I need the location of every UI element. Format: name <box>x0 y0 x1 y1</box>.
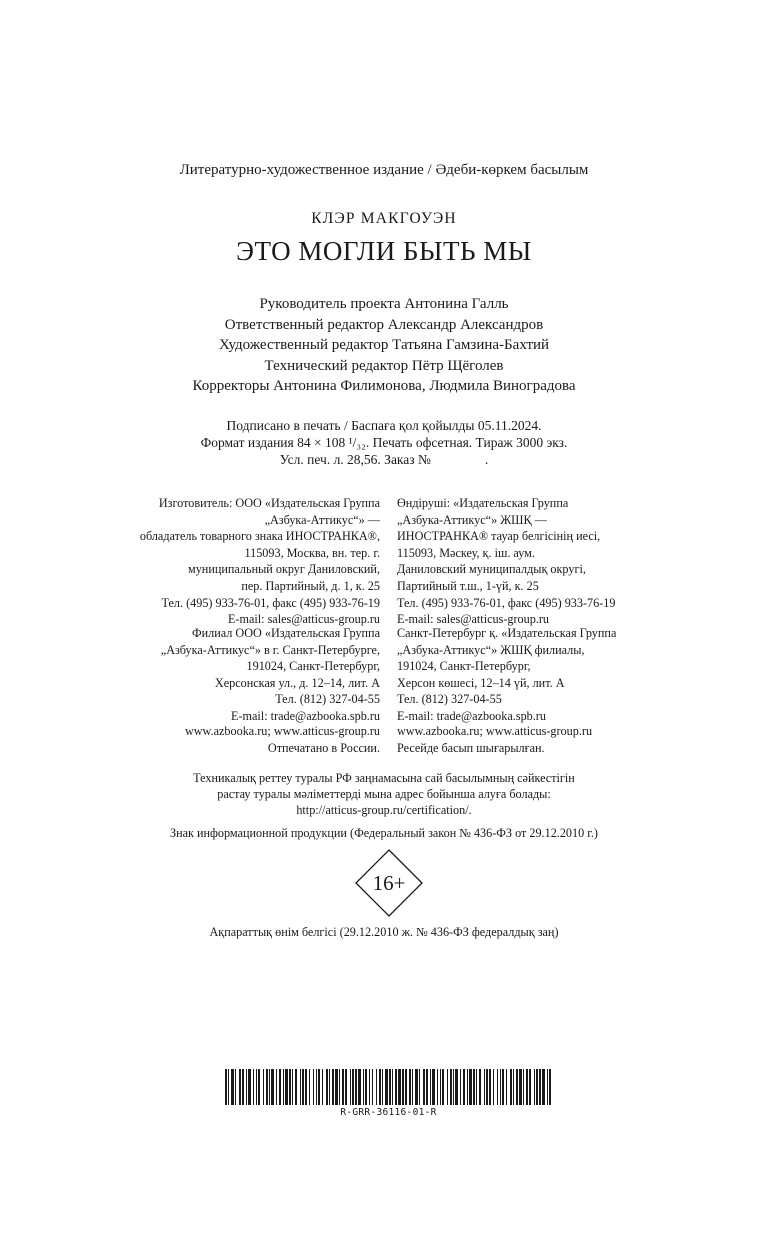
barcode-bar <box>276 1069 277 1105</box>
manufacturer-kz <box>397 495 697 628</box>
barcode-bar <box>382 1069 383 1105</box>
email-line: E-mail: sales@atticus-group.ru <box>227 612 380 627</box>
barcode-bar <box>263 1069 264 1105</box>
barcode-bar <box>447 1069 448 1105</box>
barcode-bar <box>355 1069 357 1105</box>
barcode-bar <box>239 1069 241 1105</box>
barcode-bar <box>502 1069 504 1105</box>
barcode-bar <box>279 1069 281 1105</box>
barcode-bar <box>372 1069 373 1105</box>
book-title: ЭТО МОГЛИ БЫТЬ МЫ <box>236 236 532 266</box>
print-info-line: Усл. печ. л. 28,56. Заказ № . <box>279 452 489 467</box>
barcode-bar <box>549 1069 551 1105</box>
barcode-bar <box>379 1069 381 1105</box>
barcode-bar <box>463 1069 465 1105</box>
barcode-bar <box>248 1069 251 1105</box>
text-line: растау туралы мәліметтерді мына адрес бойынша алуға болады: <box>217 787 551 801</box>
barcode-bar <box>395 1069 397 1105</box>
barcode-bar <box>322 1069 323 1105</box>
credit-line: Ответственный редактор Александр Александров <box>224 316 544 333</box>
barcode-bar <box>266 1069 268 1105</box>
barcode-bar <box>523 1069 524 1105</box>
barcode <box>225 1069 552 1105</box>
text-line: „Азбука-Аттикус“» в г. Санкт-Петербурге, <box>160 642 380 657</box>
barcode-bar <box>329 1069 330 1105</box>
barcode-text: R-GRR-36116-01-R <box>340 1107 437 1118</box>
barcode-bar <box>493 1069 494 1105</box>
print-info-line: Подписано в печать / Баспаға қол қойылды 05.11.2024. <box>226 418 542 433</box>
barcode-bar <box>342 1069 344 1105</box>
print-info-line: Формат издания 84 × 108 ¹/₃₂. Печать офсетная. Тираж 3000 экз. <box>200 435 568 450</box>
barcode-bar <box>539 1069 541 1105</box>
text-line: Отпечатано в России. <box>267 740 380 755</box>
barcode-bar <box>225 1069 227 1105</box>
barcode-bar <box>430 1069 431 1105</box>
barcode-bar <box>253 1069 254 1105</box>
text-line: Тел. (812) 327-04-55 <box>397 692 502 707</box>
text-line: Санкт-Петербург қ. «Издательская Группа <box>397 626 617 640</box>
print-info <box>0 417 768 468</box>
text-line: Техникалық реттеу туралы РФ заңнамасына сай басылымның сәйкестігін <box>193 771 575 785</box>
branch-ru <box>90 625 380 725</box>
barcode-bar <box>285 1069 288 1105</box>
barcode-bar <box>467 1069 468 1105</box>
email-line: E-mail: trade@azbooka.spb.ru <box>231 708 380 723</box>
website-line: www.azbooka.ru; www.atticus-group.ru <box>184 724 380 738</box>
barcode-bar <box>526 1069 528 1105</box>
barcode-bar <box>305 1069 307 1105</box>
barcode-bar <box>309 1069 310 1105</box>
barcode-bar <box>519 1069 522 1105</box>
text-line: 191024, Санкт-Петербург, <box>246 659 380 674</box>
barcode-bar <box>426 1069 428 1105</box>
text-line: Өндіруші: «Издательская Группа <box>397 496 569 510</box>
barcode-bar <box>469 1069 472 1105</box>
barcode-bar <box>460 1069 461 1105</box>
text-line: обладатель товарного знака ИНОСТРАНКА®, <box>139 529 380 544</box>
text-line: Ресейде басып шығарылған. <box>397 740 545 755</box>
barcode-bar <box>339 1069 340 1105</box>
text-line: Партийный т.ш., 1-үй, к. 25 <box>397 578 539 593</box>
barcode-bar <box>350 1069 351 1105</box>
barcode-bar <box>389 1069 391 1105</box>
barcode-bar <box>316 1069 317 1105</box>
branch-kz <box>397 625 697 725</box>
barcode-bar <box>506 1069 507 1105</box>
barcode-bar <box>419 1069 420 1105</box>
websites-kz <box>397 723 697 756</box>
barcode-bar <box>432 1069 435 1105</box>
credits <box>0 294 768 397</box>
text-line: Филиал ООО «Издательская Группа <box>192 626 380 640</box>
barcode-bar <box>289 1069 291 1105</box>
barcode-bar <box>450 1069 452 1105</box>
text-line: муниципальный округ Даниловский, <box>188 562 380 577</box>
series-line: Литературно-художественное издание / Әдеби-көркем басылым <box>179 162 589 178</box>
barcode-bar <box>486 1069 488 1105</box>
barcode-bar <box>415 1069 418 1105</box>
barcode-bar <box>423 1069 425 1105</box>
barcode-bar <box>269 1069 270 1105</box>
barcode-bar <box>300 1069 301 1105</box>
age-rating-badge <box>355 849 423 917</box>
barcode-bar <box>542 1069 545 1105</box>
barcode-bar <box>313 1069 314 1105</box>
barcode-bar <box>345 1069 347 1105</box>
email-line: E-mail: sales@atticus-group.ru <box>397 612 550 627</box>
barcode-bar <box>318 1069 320 1105</box>
barcode-bar <box>398 1069 401 1105</box>
barcode-bar <box>271 1069 274 1105</box>
author-name: КЛЭР МАКГОУЭН <box>311 210 457 227</box>
barcode-bar <box>392 1069 393 1105</box>
info-sign-kz: Ақпараттық өнім белгісі (29.12.2010 ж. № 436-ФЗ федералдық заң) <box>209 925 559 939</box>
barcode-bar <box>402 1069 404 1105</box>
certification-link: http://atticus-group.ru/certification/. <box>296 803 472 817</box>
barcode-bar <box>455 1069 458 1105</box>
text-line: Даниловский муниципалдық округі, <box>397 562 586 577</box>
barcode-bar <box>489 1069 491 1105</box>
text-line: 115093, Москва, вн. тер. г. <box>244 545 380 560</box>
barcode-bar <box>409 1069 411 1105</box>
barcode-bar <box>510 1069 512 1105</box>
text-line: „Азбука-Аттикус“» ЖШҚ филиалы, <box>397 642 585 657</box>
certification-note <box>0 770 768 818</box>
text-line: Тел. (495) 933-76-01, факс (495) 933-76-19 <box>397 595 616 610</box>
barcode-bar <box>231 1069 234 1105</box>
barcode-bar <box>302 1069 304 1105</box>
text-line: Тел. (495) 933-76-01, факс (495) 933-76-19 <box>161 595 380 610</box>
barcode-bar <box>376 1069 377 1105</box>
websites-ru <box>90 723 380 756</box>
text-line: „Азбука-Аттикус“» — <box>264 512 380 527</box>
text-line: 191024, Санкт-Петербург, <box>397 659 531 674</box>
barcode-bar <box>405 1069 407 1105</box>
credit-line: Технический редактор Пётр Щёголев <box>264 357 504 374</box>
barcode-bar <box>547 1069 548 1105</box>
age-rating-label: 16+ <box>372 871 406 895</box>
barcode-bar <box>283 1069 284 1105</box>
text-line: 115093, Мәскеу, қ. іш. аум. <box>397 545 535 560</box>
barcode-bar <box>534 1069 535 1105</box>
barcode-bar <box>363 1069 364 1105</box>
text-line: Херсон көшесі, 12–14 үй, лит. А <box>397 675 565 690</box>
barcode-bar <box>479 1069 481 1105</box>
website-line: www.azbooka.ru; www.atticus-group.ru <box>397 724 593 738</box>
credit-line: Художественный редактор Татьяна Гамзина-Бахтий <box>218 337 550 354</box>
credit-line: Корректоры Антонина Филимонова, Людмила Виноградова <box>192 378 576 395</box>
text-line: „Азбука-Аттикус“» ЖШҚ — <box>397 512 547 527</box>
barcode-bar <box>453 1069 454 1105</box>
barcode-bar <box>437 1069 438 1105</box>
barcode-bar <box>235 1069 236 1105</box>
barcode-bar <box>473 1069 475 1105</box>
email-line: E-mail: trade@azbooka.spb.ru <box>397 708 546 723</box>
barcode-bar <box>442 1069 444 1105</box>
text-line: пер. Партийный, д. 1, к. 25 <box>241 578 380 593</box>
manufacturer-ru <box>90 495 380 628</box>
text-line: ИНОСТРАНКА® тауар белгісінің иесі, <box>397 529 601 544</box>
barcode-bar <box>529 1069 531 1105</box>
barcode-bar <box>358 1069 361 1105</box>
barcode-bar <box>258 1069 260 1105</box>
barcode-bar <box>440 1069 441 1105</box>
text-line: Херсонская ул., д. 12–14, лит. А <box>214 675 380 690</box>
barcode-bar <box>476 1069 477 1105</box>
barcode-bar <box>326 1069 328 1105</box>
text-line: Тел. (812) 327-04-55 <box>275 692 380 707</box>
info-sign-text: Знак информационной продукции (Федеральный закон № 436-ФЗ от 29.12.2010 г.) <box>169 826 598 840</box>
barcode-bar <box>385 1069 388 1105</box>
barcode-bar <box>365 1069 367 1105</box>
barcode-bar <box>292 1069 293 1105</box>
barcode-bar <box>497 1069 498 1105</box>
barcode-bar <box>484 1069 485 1105</box>
barcode-bar <box>352 1069 354 1105</box>
barcode-bar <box>332 1069 334 1105</box>
barcode-bar <box>513 1069 514 1105</box>
barcode-bar <box>228 1069 229 1105</box>
barcode-bar <box>500 1069 501 1105</box>
credit-line: Руководитель проекта Антонина Галль <box>259 296 509 312</box>
barcode-bar <box>335 1069 338 1105</box>
barcode-bar <box>256 1069 257 1105</box>
text-line: Изготовитель: ООО «Издательская Группа <box>158 496 380 510</box>
barcode-bar <box>536 1069 538 1105</box>
barcode-bar <box>412 1069 413 1105</box>
barcode-bar <box>516 1069 518 1105</box>
barcode-bar <box>242 1069 244 1105</box>
barcode-bar <box>295 1069 297 1105</box>
barcode-bar <box>246 1069 247 1105</box>
barcode-bar <box>369 1069 370 1105</box>
